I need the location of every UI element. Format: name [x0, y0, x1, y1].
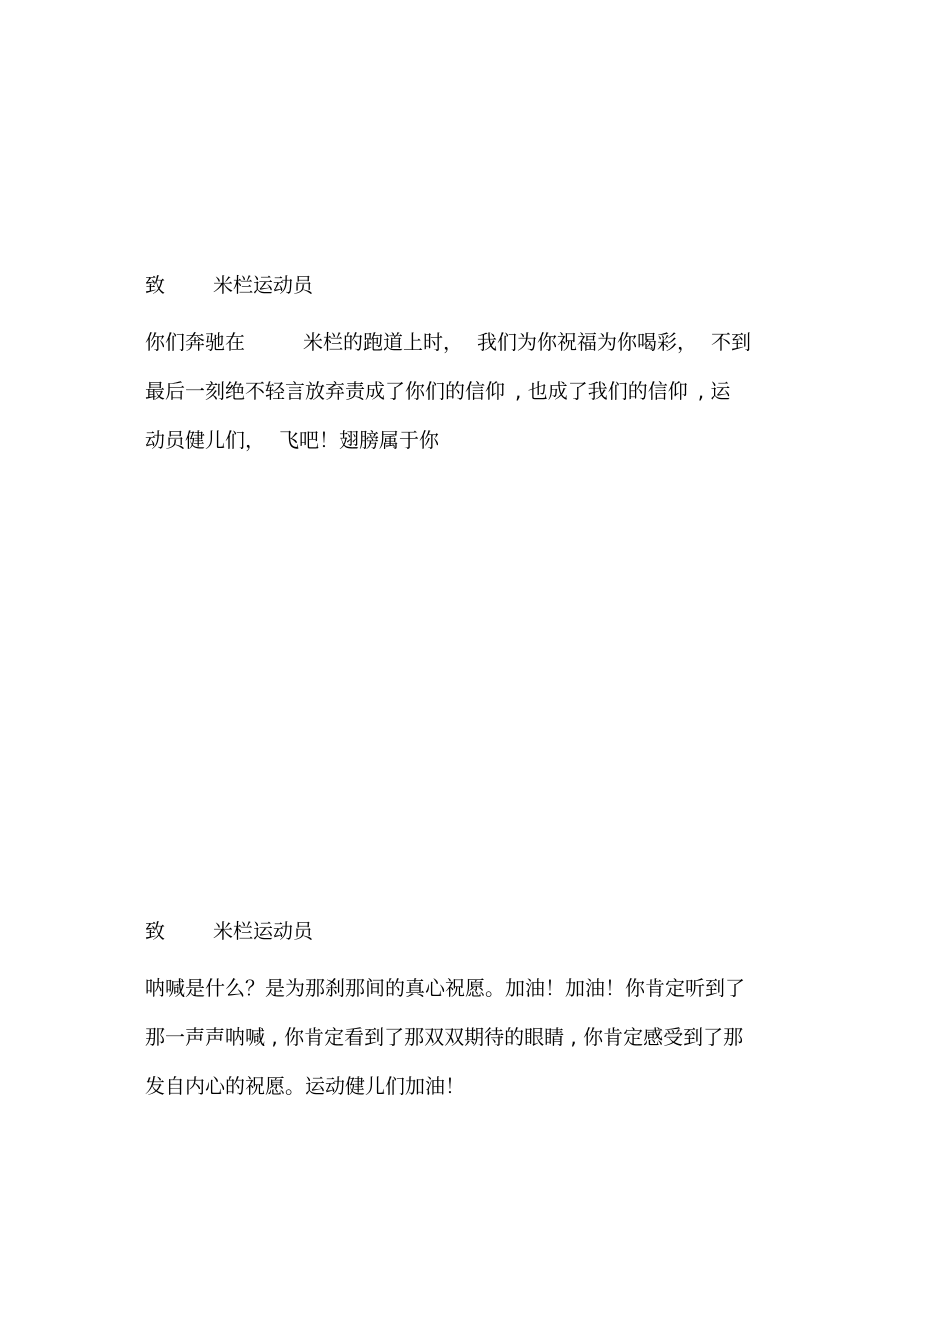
line-segment: , 也成了我们的信仰: [515, 379, 688, 403]
section-body: [145, 318, 810, 465]
line-segment: 不到: [711, 330, 751, 354]
line-segment: 米栏的跑道上时，: [303, 330, 463, 354]
heading-prefix: 致: [145, 273, 165, 297]
cheer-section-2: [145, 915, 810, 1111]
body-line-1: [145, 318, 810, 367]
line-segment: 飞吧！翅膀属于你: [279, 428, 439, 452]
heading-prefix: 致: [145, 919, 165, 943]
body-line-3: 发自内心的祝愿。运动健儿们加油！: [145, 1074, 465, 1098]
heading-title: 米栏运动员: [213, 919, 313, 943]
body-line-2: [145, 367, 810, 416]
cheer-section-1: [145, 269, 810, 465]
body-line-2: 那一声声呐喊 , 你肯定看到了那双双期待的眼睛 , 你肯定感受到了那: [145, 1025, 744, 1049]
body-line-1: 呐喊是什么？是为那刹那间的真心祝愿。加油！加油！你肯定听到了: [145, 976, 745, 1000]
heading-title: 米栏运动员: [213, 273, 313, 297]
body-line-3: [145, 416, 810, 465]
line-segment: , 运: [697, 379, 731, 403]
section-heading: [145, 915, 810, 947]
line-segment: 动员健儿们，: [145, 428, 265, 452]
section-heading: [145, 269, 810, 301]
section-body: [145, 964, 810, 1111]
line-segment: 你们奔驰在: [145, 330, 245, 354]
line-segment: 最后一刻绝不轻言放弃责成了你们的信仰: [145, 379, 505, 403]
line-segment: 我们为你祝福为你喝彩，: [477, 330, 697, 354]
